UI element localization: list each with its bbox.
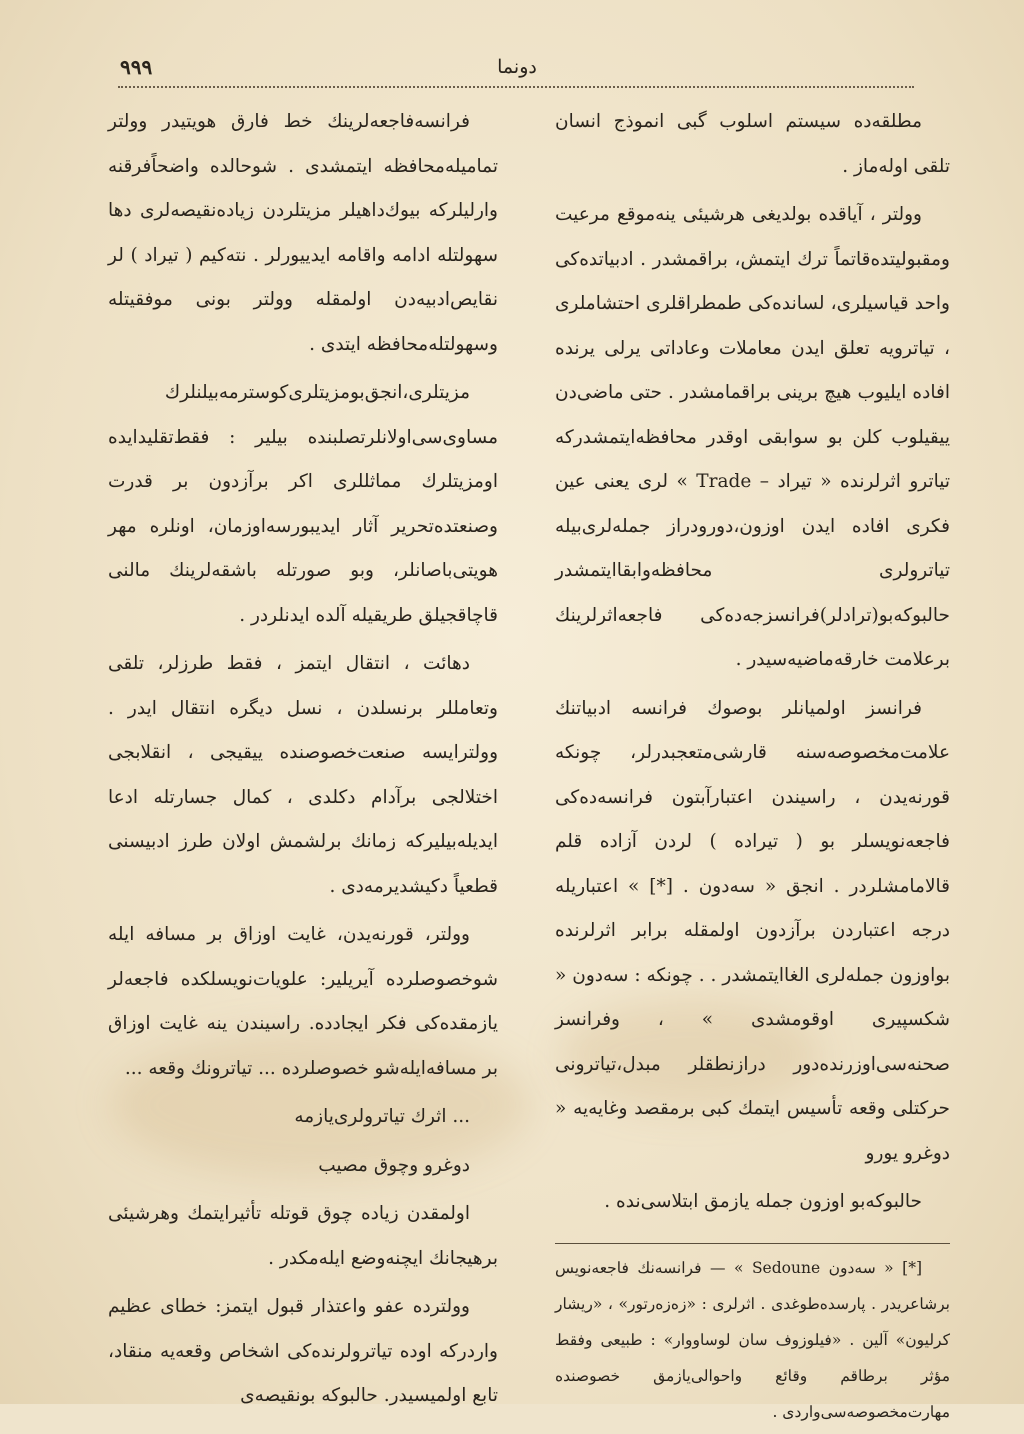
paragraph: دوغرو وچوق مصیب [318,1154,470,1176]
running-title: دونما [497,56,537,78]
page-header [120,52,914,82]
paragraph: ... اثرك تیاترولری‌یازمه [294,1106,470,1127]
right-column [555,100,950,1434]
footnote: [*] « سه‌دون Sedoune » — فرانسه‌نك فاجعه‌نویس برشاعریدر . پارسده‌طوغدی . اثرلری : «زه‌زه‌رتور» ، «ریشار کرلیون» آلین . «فیلوزوف سان لوساووار» : طبیعی وفقط مؤثر برطاقم وقائع واحوالی‌یازمق خصوصنده مهارت‌مخصوصه‌سی‌واردی . [555,1258,950,1421]
paragraph: مزیتلری،انجق‌بومزیتلری‌کوسترمه‌بیلنلرك مساوی‌سی‌اولانلرتصلبنده بیلیر : فقط‌تقلید‌ایده اومزیتلرك مماثللری اکر برآزدون بر قدرت وصنعتده‌تحریر آثار ایدیبورسه‌اوزمان، اونلره مهر هویتی‌باصانلر، وبو صورتله باشقه‌لرینك مالنی قاچاقجیلق طریقیله آلده ایدنلردر . [108,382,498,626]
paragraph: وولتر، قورنه‌یدن، غایت اوزاق بر مسافه ایله شوخصوصلرده آیریلیر: علویات‌نویسلکده فاجعه‌لر یازمقده‌کی فکر ایجادده. راسیندن ینه غایت اوزاق بر مسافه‌ایله‌شو خصوصلرده ... تیاترونك وقعه ... [108,924,498,1079]
footnote-rule [555,1243,950,1244]
paragraph: فرانسز اولمیانلر بوصوك فرانسه ادبیاتنك علامت‌مخصوصه‌سنه قارشی‌متعجبدرلر، چونکه قورنه‌یدن ، راسیندن اعتبارآبتون فرانسه‌ده‌کی فاجعه‌نویسلر بو ( تیراده ) لردن آزاده قلم قالامامشلردر . انجق « سه‌دون . [*] » اعتباریله درجه اعتبار‌دن برآزدون اولمقله برابر اثرلرنده بواوزون جمله‌لری الغاایتمشدر . . چونکه : سه‌دون « شکسپیری اوقومشدی » ، وفرانسز صحنه‌سی‌اوزرنده‌دور درازنطقلر مبدل،تیاترونی حرکتلی وقعه تأسیس ایتمك کبی برمقصد وغایه‌یه « دوغرو یورو [555,697,950,1164]
paragraph: وولترده عفو واعتذار قبول ایتمز: خطای عظیم واردرکه اوده تیاترولرنده‌کی اشخاص وقعه‌یه منقاد، تابع اولمیسیدر. حالبوکه بونقیصه‌ی [108,1296,498,1406]
paragraph: وولتر ، آیاقده بولدیغی هرشیئی ینه‌موقع مرعیت ومقبولیتده‌قاتماً ترك ایتمش، براقمشدر . ادبیاتده‌کی واحد قیاسیلری، لسانده‌کی طمطراقلری احتشاملری ، تیاترویه تعلق ایدن معاملات وعاداتی یرلی یرنده افاده ایلیوب هیچ برینی براقمامشدر . حتی ماضی‌دن ییقیلوب کلن بو سوابقی اوقدر محافظه‌ایتمشدرکه تیاترو اثرلرنده « تیراد – Trade » لری یعنی عین فکری افاده ایدن اوزون،دورودراز جمله‌لری‌بیله تیاترولری محافظه‌وابقاایتمشدر حالبوکه‌بو(ترادلر)فرانسزجه‌ده‌کی فاجعه‌اثرلرینك برعلامت خارقه‌ماضیه‌سیدر . [555,204,951,670]
paragraph: دهائت ، انتقال ایتمز ، فقط طرزلر، تلقی وتعامللر برنسلدن ، نسل دیگره انتقال ایدر . وولترایسه صنعت‌خصوصنده ییقیجی ، انقلابجی اختلالجی برآدام دکلدی ، کمال جسارتله ادعا ایدیله‌بیلیرکه زمانك برلشمش اولان طرز ادبیسنی قطعیاً دکیشدیرمه‌دی . [108,653,498,897]
paragraph: حالبوکه‌بو اوزون جمله یازمق ابتلاسی‌نده . [604,1191,922,1212]
paragraph: مطلقه‌ده سیستم اسلوب گبی انموذج انسان تلقی اوله‌ماز . [555,111,950,177]
paragraph: اولمقدن زیاده چوق قوتله تأثیرایتمك وهرشیئی برهیجانك ایچنه‌وضع ایله‌مکدر . [108,1203,498,1269]
header-rule [118,86,914,88]
left-column [108,100,498,1423]
page-number: ۹۹۹ [120,55,153,79]
paragraph: فرانسه‌فاجعه‌لرینك خط فارق هویتیدر وولتر تمامیله‌محافظه ایتمشدی . شوحالده واضحاًفرقنه وارلیلرکه بیوك‌داهیلر مزیتلردن زیاده‌نقیصه‌لری دها سهولتله ادامه واقامه ایدییورلر . نته‌کیم ( تیراد ) لر نقایص‌ادبیه‌دن اولمقله وولتر بونی موفقیتله وسهولتله‌محافظه ایتدی . [108,111,498,355]
